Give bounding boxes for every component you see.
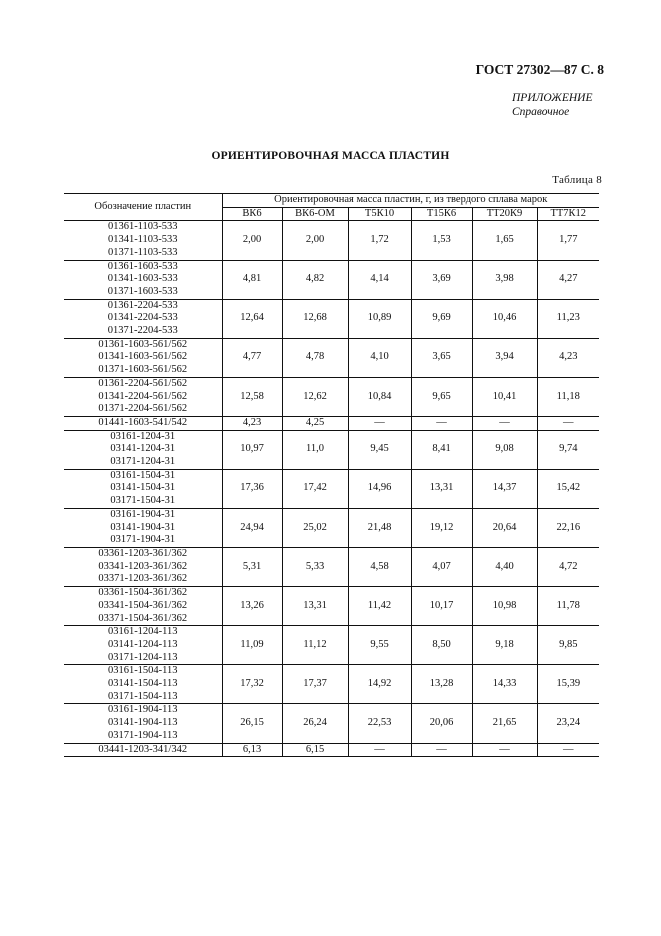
table-label: Таблица 8 — [552, 174, 602, 186]
designation-code: 01361-1603-533 — [107, 260, 178, 272]
mass-value-cell: 11,09 — [222, 626, 282, 665]
mass-value-cell: 2,00 — [282, 221, 348, 260]
designation-code: 03171-1904-113 — [107, 729, 178, 741]
designation-cell — [64, 587, 222, 626]
mass-value-cell: 8,41 — [411, 430, 472, 469]
designation-code: 01361-1103-533 — [107, 221, 178, 233]
mass-value-cell: 1,53 — [411, 221, 472, 260]
mass-value-cell: 15,42 — [537, 469, 599, 508]
table-row — [64, 377, 599, 416]
mass-value-cell: 9,18 — [472, 626, 537, 665]
grade-header: ТТ20К9 — [472, 207, 537, 221]
mass-value-cell: 23,24 — [537, 704, 599, 743]
mass-value-cell: 13,31 — [282, 587, 348, 626]
designation-code: 03361-1504-361/362 — [98, 587, 188, 599]
mass-value-cell: 14,33 — [472, 665, 537, 704]
mass-value-cell: 13,28 — [411, 665, 472, 704]
mass-table — [64, 193, 599, 757]
mass-value-cell: 25,02 — [282, 508, 348, 547]
designation-cell — [64, 260, 222, 299]
mass-value-cell: 4,23 — [222, 416, 282, 430]
designation-code: 01341-1103-533 — [107, 234, 178, 246]
document-code: ГОСТ 27302—87 С. 8 — [475, 62, 604, 77]
designation-cell — [64, 665, 222, 704]
grade-header: ВК6-ОМ — [282, 207, 348, 221]
mass-value-cell: 17,36 — [222, 469, 282, 508]
designation-code: 01341-1603-561/562 — [98, 351, 188, 363]
table-row — [64, 430, 599, 469]
mass-value-cell: 4,78 — [282, 338, 348, 377]
designation-cell — [64, 626, 222, 665]
grade-header: Т15К6 — [411, 207, 472, 221]
designation-code: 03171-1904-31 — [110, 534, 176, 546]
mass-value-cell: 4,72 — [537, 547, 599, 586]
mass-value-cell: 4,25 — [282, 416, 348, 430]
designation-code: 01341-1603-533 — [107, 273, 178, 285]
designation-code: 01371-1603-561/562 — [98, 364, 188, 376]
mass-value-cell: 1,77 — [537, 221, 599, 260]
designation-code: 03341-1203-361/362 — [98, 560, 188, 572]
designation-code: 03141-1204-113 — [107, 638, 178, 650]
mass-value-cell: 9,08 — [472, 430, 537, 469]
mass-value-cell: 10,97 — [222, 430, 282, 469]
designation-header: Обозначение пластин — [64, 194, 222, 221]
designation-code: 03341-1504-361/362 — [98, 599, 188, 611]
mass-value-cell: 17,42 — [282, 469, 348, 508]
mass-value-cell: 4,82 — [282, 260, 348, 299]
designation-code: 03361-1203-361/362 — [98, 547, 188, 559]
mass-value-cell: 11,18 — [537, 377, 599, 416]
designation-code: 03161-1904-113 — [107, 704, 178, 716]
designation-code: 03171-1204-31 — [110, 456, 176, 468]
mass-value-cell: — — [537, 743, 599, 757]
designation-code: 03141-1204-31 — [110, 443, 176, 455]
designation-cell — [64, 743, 222, 757]
mass-value-cell: 14,37 — [472, 469, 537, 508]
designation-cell — [64, 416, 222, 430]
designation-code: 01441-1603-541/542 — [98, 416, 188, 428]
table-row — [64, 416, 599, 430]
designation-cell — [64, 469, 222, 508]
mass-value-cell: 10,17 — [411, 587, 472, 626]
designation-cell — [64, 221, 222, 260]
designation-cell — [64, 704, 222, 743]
designation-code: 01371-2204-533 — [107, 325, 178, 337]
mass-value-cell: 6,15 — [282, 743, 348, 757]
table-row — [64, 665, 599, 704]
mass-value-cell: 17,37 — [282, 665, 348, 704]
mass-value-cell: 4,07 — [411, 547, 472, 586]
designation-code: 03161-1504-31 — [110, 469, 176, 481]
designation-cell — [64, 430, 222, 469]
mass-value-cell: 26,15 — [222, 704, 282, 743]
mass-value-cell: 1,65 — [472, 221, 537, 260]
mass-value-cell: 4,14 — [348, 260, 411, 299]
table-row — [64, 469, 599, 508]
designation-cell — [64, 547, 222, 586]
grade-header: ТТ7К12 — [537, 207, 599, 221]
mass-value-cell: 14,96 — [348, 469, 411, 508]
mass-value-cell: 13,31 — [411, 469, 472, 508]
mass-value-cell: 5,31 — [222, 547, 282, 586]
designation-code: 03161-1204-31 — [110, 430, 176, 442]
table-row — [64, 221, 599, 260]
mass-value-cell: 4,10 — [348, 338, 411, 377]
mass-value-cell: 20,64 — [472, 508, 537, 547]
designation-cell — [64, 508, 222, 547]
mass-value-cell: — — [348, 416, 411, 430]
table-body — [64, 221, 599, 757]
mass-group-header: Ориентировочная масса пластин, г, из твердого сплава марок — [222, 194, 599, 208]
mass-value-cell: 10,89 — [348, 299, 411, 338]
mass-value-cell: 3,65 — [411, 338, 472, 377]
mass-value-cell: — — [411, 743, 472, 757]
mass-value-cell: 17,32 — [222, 665, 282, 704]
mass-value-cell: 3,98 — [472, 260, 537, 299]
appendix-label — [512, 91, 592, 119]
mass-value-cell: — — [472, 743, 537, 757]
appendix-subtitle: Справочное — [512, 106, 570, 118]
mass-value-cell: 11,42 — [348, 587, 411, 626]
mass-value-cell: 21,48 — [348, 508, 411, 547]
mass-value-cell: 4,40 — [472, 547, 537, 586]
table-row — [64, 299, 599, 338]
designation-code: 01371-2204-561/562 — [98, 403, 188, 415]
mass-value-cell: 10,41 — [472, 377, 537, 416]
mass-value-cell: 9,55 — [348, 626, 411, 665]
designation-code: 03371-1504-361/362 — [98, 612, 188, 624]
mass-value-cell: — — [348, 743, 411, 757]
mass-value-cell: 14,92 — [348, 665, 411, 704]
mass-value-cell: 4,27 — [537, 260, 599, 299]
mass-value-cell: 24,94 — [222, 508, 282, 547]
mass-value-cell: 13,26 — [222, 587, 282, 626]
mass-value-cell: — — [411, 416, 472, 430]
designation-code: 03171-1504-113 — [107, 690, 178, 702]
designation-code: 01371-1103-533 — [107, 246, 178, 258]
mass-value-cell: 4,23 — [537, 338, 599, 377]
designation-code: 01371-1603-533 — [107, 285, 178, 297]
designation-code: 03141-1904-31 — [110, 521, 176, 533]
table-row — [64, 338, 599, 377]
table-header — [64, 194, 599, 221]
mass-value-cell: — — [537, 416, 599, 430]
mass-value-cell: 21,65 — [472, 704, 537, 743]
mass-value-cell: 12,58 — [222, 377, 282, 416]
table-row — [64, 547, 599, 586]
mass-value-cell: 3,94 — [472, 338, 537, 377]
mass-value-cell: 9,74 — [537, 430, 599, 469]
mass-value-cell: 3,69 — [411, 260, 472, 299]
grade-header: ВК6 — [222, 207, 282, 221]
designation-code: 03161-1904-31 — [110, 508, 176, 520]
appendix-title: ПРИЛОЖЕНИЕ — [512, 92, 593, 104]
mass-value-cell: 9,85 — [537, 626, 599, 665]
document-title: ОРИЕНТИРОВОЧНАЯ МАССА ПЛАСТИН — [211, 150, 450, 162]
mass-value-cell: 12,62 — [282, 377, 348, 416]
mass-value-cell: — — [472, 416, 537, 430]
designation-code: 03171-1504-31 — [110, 495, 176, 507]
table-row — [64, 508, 599, 547]
mass-value-cell: 22,53 — [348, 704, 411, 743]
mass-value-cell: 4,77 — [222, 338, 282, 377]
mass-value-cell: 4,58 — [348, 547, 411, 586]
mass-value-cell: 6,13 — [222, 743, 282, 757]
table-row — [64, 704, 599, 743]
designation-cell — [64, 299, 222, 338]
designation-code: 03441-1203-341/342 — [98, 743, 188, 755]
mass-value-cell: 4,81 — [222, 260, 282, 299]
table-row — [64, 587, 599, 626]
mass-value-cell: 22,16 — [537, 508, 599, 547]
mass-value-cell: 11,78 — [537, 587, 599, 626]
designation-code: 03141-1504-31 — [110, 482, 176, 494]
designation-code: 03161-1204-113 — [107, 626, 178, 638]
mass-value-cell: 20,06 — [411, 704, 472, 743]
designation-code: 01361-1603-561/562 — [98, 338, 188, 350]
designation-code: 03171-1204-113 — [107, 651, 178, 663]
mass-value-cell: 2,00 — [222, 221, 282, 260]
mass-value-cell: 11,0 — [282, 430, 348, 469]
table-row — [64, 743, 599, 757]
mass-value-cell: 11,23 — [537, 299, 599, 338]
designation-code: 01361-2204-561/562 — [98, 377, 188, 389]
mass-value-cell: 9,69 — [411, 299, 472, 338]
mass-value-cell: 10,46 — [472, 299, 537, 338]
mass-value-cell: 8,50 — [411, 626, 472, 665]
designation-cell — [64, 338, 222, 377]
designation-code: 03141-1504-113 — [107, 678, 178, 690]
table-row — [64, 260, 599, 299]
grade-header: Т5К10 — [348, 207, 411, 221]
mass-value-cell: 26,24 — [282, 704, 348, 743]
designation-code: 01361-2204-533 — [107, 299, 178, 311]
mass-value-cell: 19,12 — [411, 508, 472, 547]
designation-cell — [64, 377, 222, 416]
designation-code: 03141-1904-113 — [107, 717, 178, 729]
designation-code: 03161-1504-113 — [107, 665, 178, 677]
mass-value-cell: 1,72 — [348, 221, 411, 260]
mass-value-cell: 10,98 — [472, 587, 537, 626]
designation-code: 03371-1203-361/362 — [98, 573, 188, 585]
mass-value-cell: 15,39 — [537, 665, 599, 704]
mass-value-cell: 11,12 — [282, 626, 348, 665]
mass-value-cell: 9,65 — [411, 377, 472, 416]
mass-value-cell: 5,33 — [282, 547, 348, 586]
designation-code: 01341-2204-561/562 — [98, 390, 188, 402]
mass-value-cell: 10,84 — [348, 377, 411, 416]
table-row — [64, 626, 599, 665]
mass-value-cell: 9,45 — [348, 430, 411, 469]
mass-value-cell: 12,68 — [282, 299, 348, 338]
mass-value-cell: 12,64 — [222, 299, 282, 338]
designation-code: 01341-2204-533 — [107, 312, 178, 324]
